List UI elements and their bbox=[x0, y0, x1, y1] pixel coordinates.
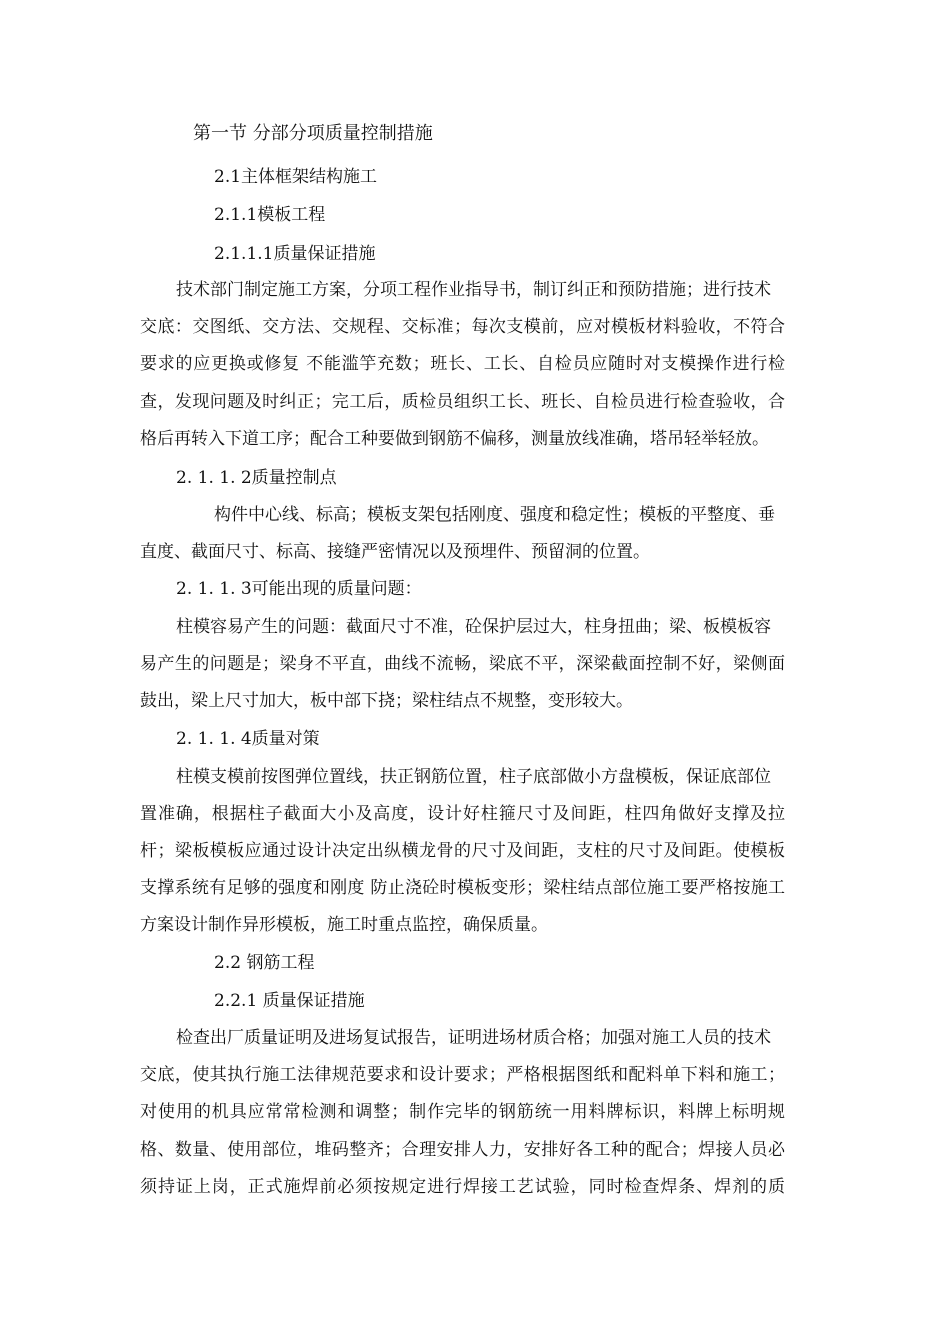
paragraph-line: 技术部门制定施工方案，分项工程作业指导书，制订纠正和预防措施；进行技术 bbox=[176, 280, 771, 300]
paragraph-line: 易产生的问题是；梁身不平直，曲线不流畅，梁底不平，深梁截面控制不好，梁侧面 bbox=[140, 654, 785, 674]
paragraph-line: 柱模容易产生的问题：截面尺寸不准，砼保护层过大，柱身扭曲；梁、板模板容 bbox=[176, 617, 771, 637]
paragraph-line: 查，发现问题及时纠正；完工后，质检员组织工长、班长、自检员进行检查验收，合 bbox=[140, 392, 785, 412]
paragraph-line: 直度、截面尺寸、标高、接缝严密情况以及预埋件、预留洞的位置。 bbox=[140, 542, 650, 562]
paragraph-line: 构件中心线、标高；模板支架包括刚度、强度和稳定性；模板的平整度、垂 bbox=[214, 505, 775, 525]
paragraph-line: 格后再转入下道工序；配合工种要做到钢筋不偏移，测量放线准确，塔吊轻举轻放。 bbox=[140, 429, 769, 449]
paragraph-line: 鼓出，梁上尺寸加大，板中部下挠；梁柱结点不规整，变形较大。 bbox=[140, 691, 633, 711]
paragraph-line: 须持证上岗，正式施焊前必须按规定进行焊接工艺试验，同时检查焊条、焊剂的质 bbox=[140, 1177, 785, 1197]
heading-2-1-1-1: 2.1.1.1质量保证措施 bbox=[214, 244, 376, 264]
paragraph-line: 柱模支模前按图弹位置线，扶正钢筋位置，柱子底部做小方盘模板，保证底部位 bbox=[176, 767, 771, 787]
paragraph-line: 要求的应更换或修复 不能滥竽充数；班长、工长、自检员应随时对支模操作进行检 bbox=[140, 354, 785, 374]
heading-2-1: 2.1主体框架结构施工 bbox=[214, 167, 378, 187]
paragraph-line: 交底，使其执行施工法律规范要求和设计要求；严格根据图纸和配料单下料和施工； bbox=[140, 1065, 785, 1085]
heading-2-1-1: 2.1.1模板工程 bbox=[214, 205, 326, 225]
paragraph-line: 置准确，根据柱子截面大小及高度，设计好柱箍尺寸及间距，柱四角做好支撑及拉 bbox=[140, 804, 785, 824]
paragraph-line: 杆；梁板模板应通过设计决定出纵横龙骨的尺寸及间距，支柱的尺寸及间距。使模板 bbox=[140, 841, 785, 861]
paragraph-line: 对使用的机具应常常检测和调整；制作完毕的钢筋统一用料牌标识，料牌上标明规 bbox=[140, 1102, 785, 1122]
paragraph-line: 格、数量、使用部位，堆码整齐；合理安排人力，安排好各工种的配合；焊接人员必 bbox=[140, 1140, 785, 1160]
heading-2-2: 2.2 钢筋工程 bbox=[214, 953, 315, 973]
heading-2-1-1-3: 2. 1. 1. 3可能出现的质量问题： bbox=[176, 579, 422, 599]
paragraph-line: 交底：交图纸、交方法、交规程、交标准；每次支模前，应对模板材料验收，不符合 bbox=[140, 317, 785, 337]
heading-2-2-1: 2.2.1 质量保证措施 bbox=[214, 991, 365, 1011]
paragraph-line: 方案设计制作异形模板，施工时重点监控，确保质量。 bbox=[140, 915, 548, 935]
heading-2-1-1-4: 2. 1. 1. 4质量对策 bbox=[176, 729, 320, 749]
section-title: 第一节 分部分项质量控制措施 bbox=[193, 123, 433, 144]
paragraph-line: 支撑系统有足够的强度和刚度 防止浇砼时模板变形；梁柱结点部位施工要严格按施工 bbox=[140, 878, 785, 898]
paragraph-line: 检查出厂质量证明及进场复试报告，证明进场材质合格；加强对施工人员的技术 bbox=[176, 1028, 771, 1048]
heading-2-1-1-2: 2. 1. 1. 2质量控制点 bbox=[176, 468, 337, 488]
